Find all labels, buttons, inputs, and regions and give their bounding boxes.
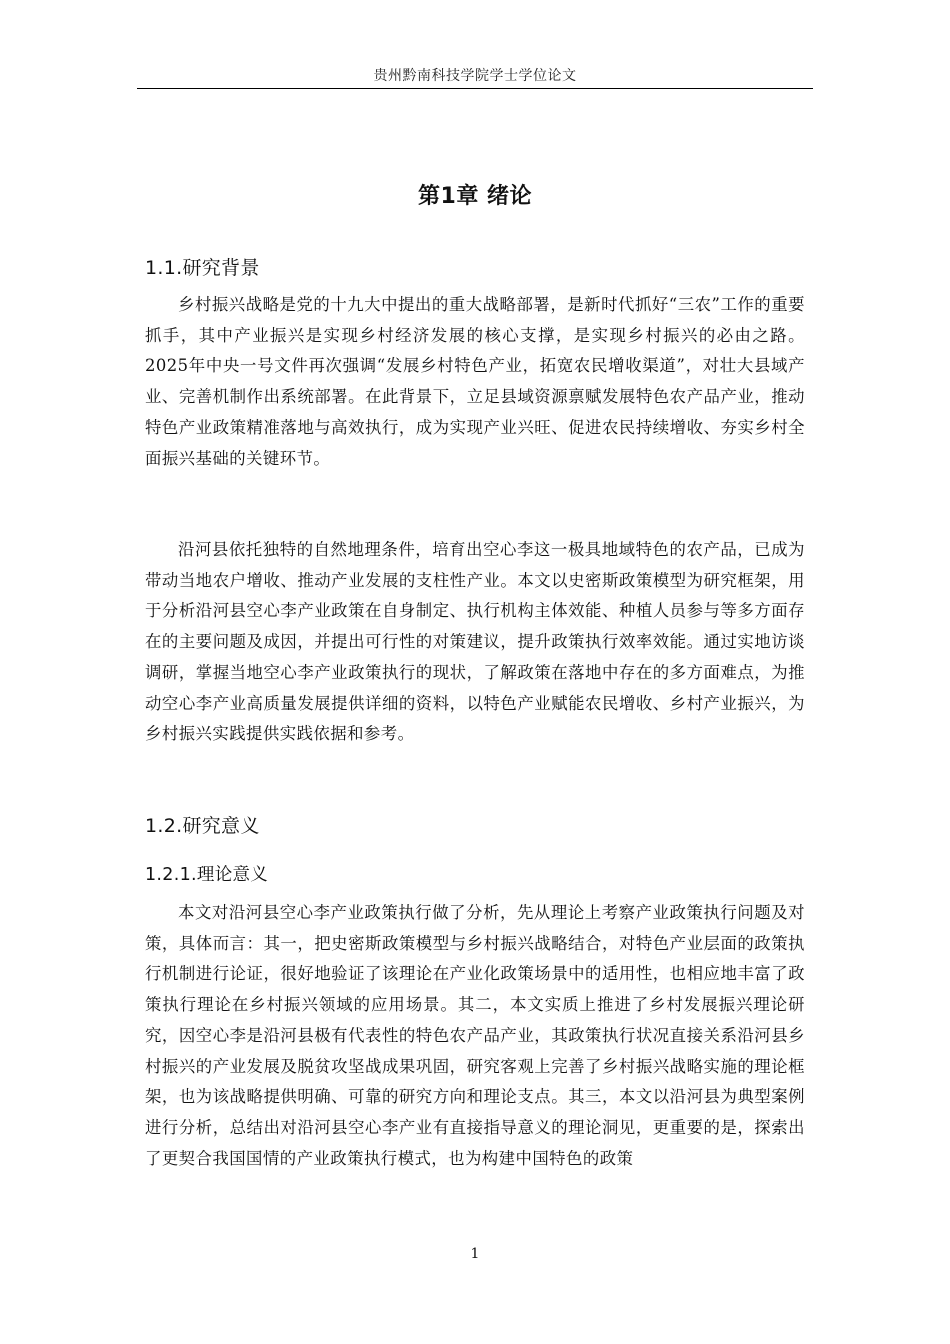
section-heading-research-background: 1.1.研究背景 xyxy=(145,257,260,279)
section-heading-research-significance: 1.2.研究意义 xyxy=(145,815,260,837)
running-header: 贵州黔南科技学院学士学位论文 xyxy=(373,68,577,84)
chapter-title: 第1章 绪论 xyxy=(418,184,532,209)
subsection-heading-theoretical-significance: 1.2.1.理论意义 xyxy=(145,865,269,885)
header-rule xyxy=(137,88,813,89)
paragraph-background-2: 沿河县依托独特的自然地理条件，培育出空心李这一极具地域特色的农产品，已成为带动当地农户增收、推动产业发展的支柱性产业。本文以史密斯政策模型为研究框架，用于分析沿河县空心李产业政策在自身制定、执行机构主体效能、种植人员参与等多方面存在的主要问题及成因，并提出可行性的对策建议，提升政策执行效率效能。通过实地访谈调研，掌握当地空心李产业政策执行的现状，了解政策在落地中存在的多方面难点，为推动空心李产业高质量发展提供详细的资料，以特色产业赋能农民增收、乡村产业振兴，为乡村振兴实践提供实践依据和参考。 xyxy=(145,540,805,744)
paragraph-theoretical-significance: 本文对沿河县空心李产业政策执行做了分析，先从理论上考察产业政策执行问题及对策，具体而言：其一，把史密斯政策模型与乡村振兴战略结合，对特色产业层面的政策执行机制进行论证，很好地验证了该理论在产业化政策场景中的适用性，也相应地丰富了政策执行理论在乡村振兴领域的应用场景。其二，本文实质上推进了乡村发展振兴理论研究，因空心李是沿河县极有代表性的特色农产品产业，其政策执行状况直接关系沿河县乡村振兴的产业发展及脱贫攻坚战成果巩固，研究客观上完善了乡村振兴战略实施的理论框架，也为该战略提供明确、可靠的研究方向和理论支点。其三，本文以沿河县为典型案例进行分析，总结出对沿河县空心李产业有直接指导意义的理论洞见，更重要的是，探索出了更契合我国国情的产业政策执行模式，也为构建中国特色的政策 xyxy=(145,903,805,1168)
page-number: 1 xyxy=(470,1246,480,1262)
paragraph-background-1: 乡村振兴战略是党的十九大中提出的重大战略部署，是新时代抓好“三农”工作的重要抓手，其中产业振兴是实现乡村经济发展的核心支撑，是实现乡村振兴的必由之路。2025年中央一号文件再次强调“发展乡村特色产业，拓宽农民增收渠道”，对壮大县域产业、完善机制作出系统部署。在此背景下，立足县域资源禀赋发展特色农产品产业，推动特色产业政策精准落地与高效执行，成为实现产业兴旺、促进农民持续增收、夯实乡村全面振兴基础的关键环节。 xyxy=(145,295,805,468)
